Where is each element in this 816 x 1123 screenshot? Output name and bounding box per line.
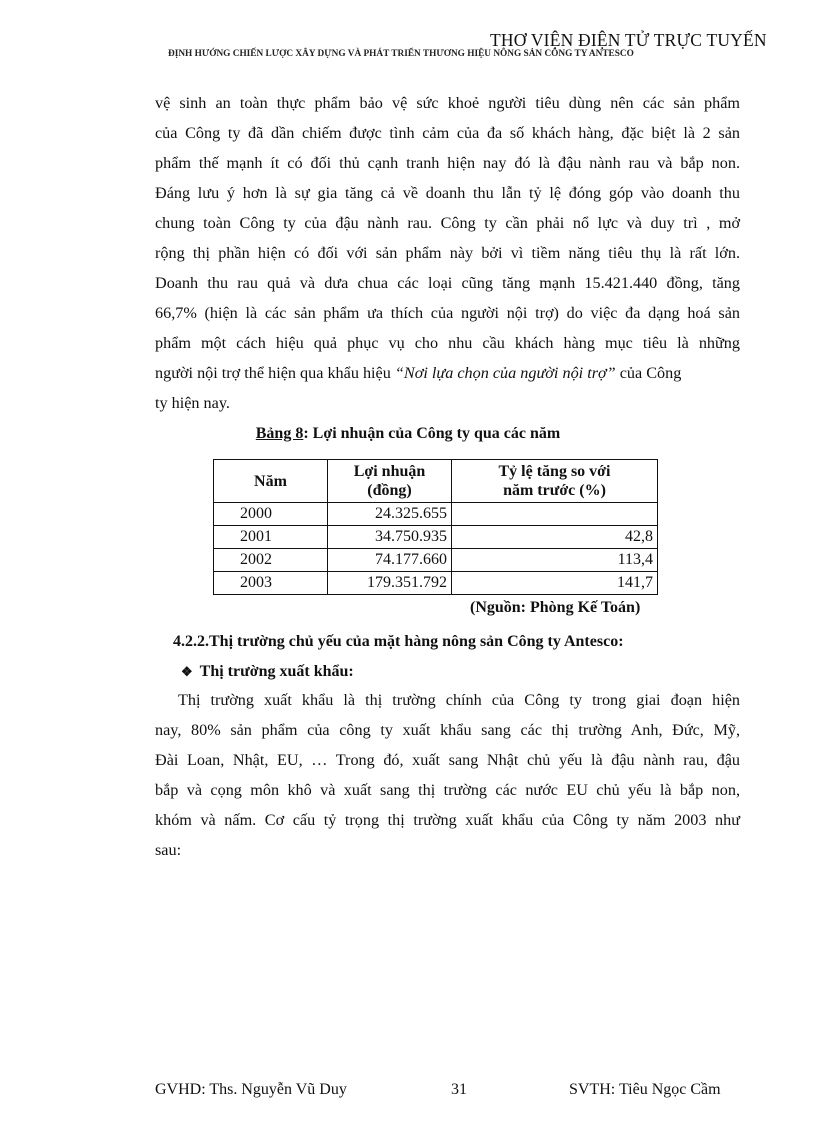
table-caption <box>0 425 816 443</box>
section-heading: 4.2.2.Thị trường chủ yếu của mặt hàng nông sản Công ty Antesco: <box>173 633 624 650</box>
year-cell: 2000 <box>214 503 328 526</box>
growth-cell: 113,4 <box>452 549 658 572</box>
year-cell: 2002 <box>214 549 328 572</box>
table-row <box>214 549 658 572</box>
growth-cell: 42,8 <box>452 526 658 549</box>
watermark-text: THƠ VIỆN ĐIỆN TỬ TRỰC TUYẾN <box>490 30 767 50</box>
header-profit: Lợi nhuận (đồng) <box>328 460 452 503</box>
text-line: phẩm thế mạnh ít có đối thủ cạnh tranh hiện nay đó là đậu nành rau và bắp non. <box>155 154 740 172</box>
profit-cell: 74.177.660 <box>328 549 452 572</box>
table-header-row <box>214 460 658 503</box>
table-row <box>214 572 658 595</box>
text-line: rộng thị phần hiện có đối với sản phẩm này bởi vì tiềm năng tiêu thụ là rất lớn. <box>155 244 740 262</box>
text-line: sau: <box>155 841 182 859</box>
profit-cell: 179.351.792 <box>328 572 452 595</box>
header-growth: Tỷ lệ tăng so với năm trước (%) <box>452 460 658 503</box>
text-line: của Công ty đã dần chiếm được tình cảm của đa số khách hàng, đặc biệt là 2 sản <box>155 124 740 142</box>
text-line: chung toàn Công ty của đậu nành rau. Công ty cần phải nổ lực và duy trì , mở <box>155 214 740 232</box>
text-line: vệ sinh an toàn thực phẩm bảo vệ sức khoẻ người tiêu dùng nên các sản phẩm <box>155 94 740 112</box>
bullet-heading <box>181 663 354 681</box>
profit-cell: 34.750.935 <box>328 526 452 549</box>
table-row <box>214 503 658 526</box>
text-line: Đài Loan, Nhật, EU, … Trong đó, xuất sang Nhật chủ yếu là đậu nành rau, đậu <box>155 751 740 769</box>
text-line: 66,7% (hiện là các sản phẩm ưa thích của người nội trợ) do việc đa dạng hoá sản <box>155 304 740 322</box>
running-header: ĐỊNH HƯỚNG CHIẾN LƯỢC XÂY DỰNG VÀ PHÁT TRIỂN THƯƠNG HIỆU NÔNG SẢN CÔNG TY ANTESCO <box>168 49 634 59</box>
growth-cell: 141,7 <box>452 572 658 595</box>
slogan-quote: “Nơi lựa chọn của người nội trợ” <box>394 364 616 382</box>
table-source: (Nguồn: Phòng Kế Toán) <box>470 599 641 616</box>
year-cell: 2001 <box>214 526 328 549</box>
export-paragraph <box>155 685 740 865</box>
slogan-after: của Công <box>615 364 682 382</box>
slogan-line <box>155 358 740 388</box>
text-line: Thị trường xuất khẩu là thị trường chính của Công ty trong giai đoạn hiện <box>178 691 740 709</box>
header-year: Năm <box>214 460 328 503</box>
text-line: ty hiện nay. <box>155 394 230 412</box>
footer-advisor: GVHD: Ths. Nguyễn Vũ Duy <box>155 1081 347 1098</box>
table-row <box>214 526 658 549</box>
table-label: Bảng 8 <box>255 425 304 442</box>
diamond-bullet-icon: ❖ <box>181 664 193 679</box>
bullet-heading-text: Thị trường xuất khẩu: <box>199 663 354 680</box>
text-line: bắp và cọng môn khô và xuất sang thị trường các nước EU chủ yếu là bắp non, <box>155 781 740 799</box>
text-line: Doanh thu rau quả và dưa chua các loại cũng tăng mạnh 15.421.440 đồng, tăng <box>155 274 740 292</box>
intro-paragraph <box>155 88 740 418</box>
text-line: khóm và nấm. Cơ cấu tỷ trọng thị trường xuất khẩu của Công ty năm 2003 như <box>155 811 740 829</box>
page-number: 31 <box>451 1081 467 1098</box>
slogan-before: người nội trợ thể hiện qua khẩu hiệu <box>155 364 395 382</box>
profit-table <box>213 459 658 595</box>
text-line: nay, 80% sản phẩm của công ty xuất khẩu sang các thị trường Anh, Đức, Mỹ, <box>155 721 740 739</box>
year-cell: 2003 <box>214 572 328 595</box>
growth-cell <box>452 503 658 526</box>
table-title: : Lợi nhuận của Công ty qua các năm <box>303 425 561 442</box>
text-line: Đáng lưu ý hơn là sự gia tăng cả về doanh thu lẫn tỷ lệ đóng góp vào doanh thu <box>155 184 740 202</box>
profit-cell: 24.325.655 <box>328 503 452 526</box>
text-line: phẩm một cách hiệu quả phục vụ cho nhu cầu khách hàng mục tiêu là những <box>155 334 740 352</box>
footer-student: SVTH: Tiêu Ngọc Cầm <box>569 1081 721 1098</box>
